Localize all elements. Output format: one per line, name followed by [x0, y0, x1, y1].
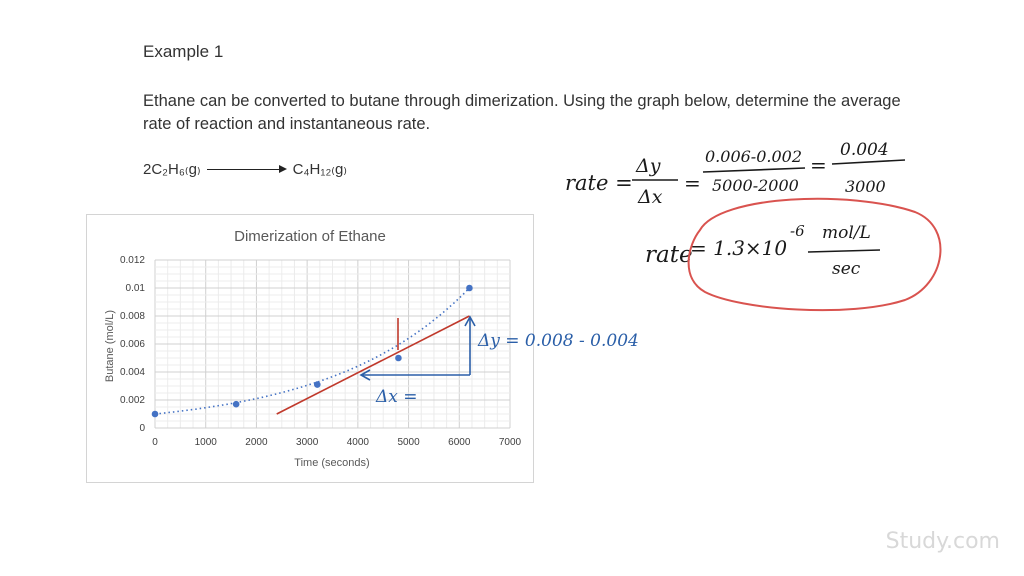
- y-tick-label: 0.008: [119, 311, 145, 322]
- result-unit-den: sec: [832, 259, 861, 279]
- y-tick-label: 0.002: [119, 395, 145, 406]
- result-exponent: -6: [790, 222, 805, 240]
- product-formula: C₄H₁₂₍g₎: [292, 161, 347, 178]
- x-tick-label: 7000: [498, 437, 522, 448]
- dy-label: Δy: [636, 155, 661, 177]
- x-tick-label: 2000: [245, 437, 268, 448]
- result-lhs: rate: [645, 242, 693, 268]
- numerator: 0.006-0.002: [705, 147, 803, 166]
- delta-y-label: Δy = 0.008 - 0.004: [478, 331, 639, 351]
- chart-xlabel: Time (seconds): [294, 457, 370, 469]
- y-tick-label: 0.01: [125, 283, 145, 294]
- y-tick-label: 0.006: [119, 339, 145, 350]
- x-tick-label: 0: [152, 437, 158, 448]
- frac-bar-4: [808, 250, 880, 252]
- watermark: Study.com: [885, 529, 1000, 554]
- result-value: = 1.3×10: [690, 236, 788, 260]
- x-tick-label: 1000: [194, 437, 217, 448]
- reactant-formula: 2C₂H₆₍g₎: [143, 161, 201, 178]
- frac-bar-3: [832, 160, 905, 164]
- rate-lhs: rate =: [565, 171, 633, 195]
- simplified-num: 0.004: [840, 140, 889, 160]
- result-unit-num: mol/L: [822, 223, 871, 243]
- y-tick-label: 0.004: [119, 367, 145, 378]
- denominator: 5000-2000: [712, 176, 799, 195]
- dx-label: Δx: [638, 186, 663, 208]
- y-tick-label: 0.012: [119, 255, 145, 266]
- x-tick-label: 6000: [448, 437, 471, 448]
- equals-1: =: [684, 171, 701, 195]
- frac-bar-2: [703, 168, 805, 172]
- simplified-den: 3000: [845, 177, 886, 196]
- delta-x-label: Δx =: [376, 387, 418, 407]
- x-tick-label: 4000: [346, 437, 369, 448]
- chart-ylabel: Butane (mol/L): [104, 309, 116, 383]
- x-tick-label: 3000: [296, 437, 319, 448]
- problem-statement: Ethane can be converted to butane through dimerization. Using the graph below, determine the average rate of reaction and instantaneous rate.: [143, 92, 901, 133]
- example-heading: Example 1: [143, 42, 224, 61]
- equals-2: =: [810, 153, 827, 177]
- y-tick-label: 0: [139, 423, 145, 434]
- x-tick-label: 5000: [397, 437, 420, 448]
- chart-title: Dimerization of Ethane: [234, 228, 386, 245]
